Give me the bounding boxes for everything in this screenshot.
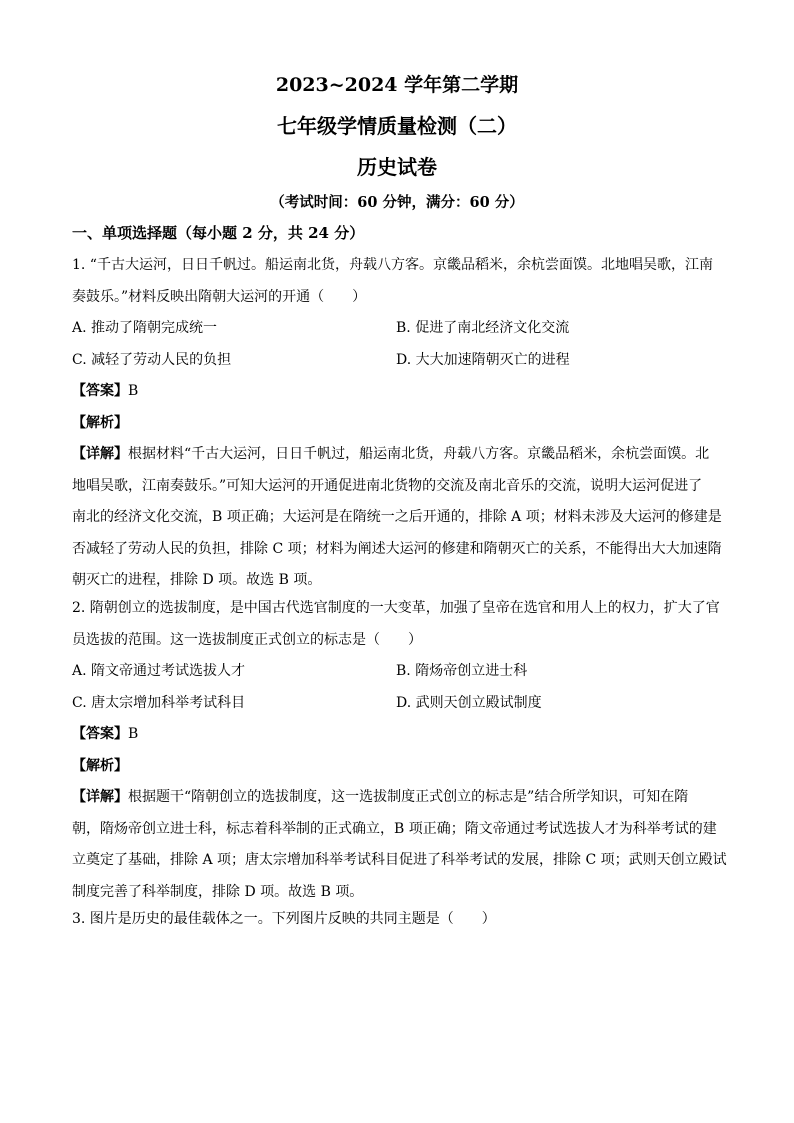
answer-label: 【答案】	[72, 383, 128, 399]
option-a: A. 隋文帝通过考试选拔人才	[72, 663, 246, 679]
detail-text: 根据题干“隋朝创立的选拔制度，这一选拔制度正式创立的标志是”结合所学知识，可知在隋	[128, 789, 689, 805]
question-3	[72, 904, 722, 936]
detail-line	[72, 782, 722, 814]
answer-value: B	[128, 383, 139, 399]
section-heading: 一、单项选择题（每小题 2 分，共 24 分）	[72, 224, 365, 242]
option-a: A. 推动了隋朝完成统一	[72, 320, 218, 336]
question-2	[72, 593, 727, 908]
option-b: B. 促进了南北经济文化交流	[396, 320, 570, 336]
exam-title: 七年级学情质量检测（二）	[277, 114, 517, 138]
analysis-label: 【解析】	[72, 757, 128, 774]
school-year-title: 2023~2024 学年第二学期	[275, 74, 519, 96]
analysis-label: 【解析】	[72, 414, 128, 431]
detail-line: 否减轻了劳动人民的负担，排除 C 项；材料为阐述大运河的修建和隋朝灭亡的关系，不能得出大大加速隋	[72, 540, 722, 557]
option-b: B. 隋炀帝创立进士科	[396, 663, 528, 679]
detail-line: 立奠定了基础，排除 A 项；唐太宗增加科举考试科目促进了科举考试的发展，排除 C 项；武则天创立殿试	[72, 852, 727, 868]
option-d: D. 武则天创立殿试制度	[396, 694, 542, 711]
options-row	[72, 688, 722, 720]
question-stem-line: 3. 图片是历史的最佳载体之一。下列图片反映的共同主题是（ ）	[72, 911, 496, 927]
detail-line: 朝，隋炀帝创立进士科，标志着科举制的正式确立，B 项正确；隋文帝通过考试选拔人才为科举考试的建	[72, 820, 717, 837]
options-row	[72, 656, 722, 688]
detail-text: 根据材料“千古大运河，日日千帆过，船运南北货，舟载八方客。京畿品稻米，余杭尝面馍。北	[128, 446, 710, 462]
options-row	[72, 313, 722, 345]
question-stem-line: 2. 隋朝创立的选拔制度，是中国古代选官制度的一大变革，加强了皇帝在选官和用人上的权力，扩大了官	[72, 600, 720, 616]
subject-title: 历史试卷	[357, 155, 437, 179]
option-d: D. 大大加速隋朝灭亡的进程	[396, 351, 570, 368]
detail-line: 朝灭亡的进程，排除 D 项。故选 B 项。	[72, 572, 322, 588]
detail-line: 制度完善了科举制度，排除 D 项。故选 B 项。	[72, 883, 364, 900]
question-stem-line: 员选拔的范围。这一选拔制度正式创立的标志是（ ）	[72, 631, 422, 648]
detail-line	[72, 439, 722, 471]
detail-label: 【详解】	[72, 789, 128, 805]
detail-line: 南北的经济文化交流，B 项正确；大运河是在隋统一之后开通的，排除 A 项；材料未涉及大运河的修建是	[72, 509, 722, 525]
options-row	[72, 345, 722, 377]
option-c: C. 唐太宗增加科举考试科目	[72, 694, 246, 711]
analysis-line	[72, 751, 722, 783]
question-1	[72, 250, 722, 597]
answer-value: B	[128, 726, 139, 742]
question-stem-line: 奏鼓乐。”材料反映出隋朝大运河的开通（ ）	[72, 288, 367, 305]
answer-line	[72, 376, 722, 408]
detail-line: 地唱吴歌，江南奏鼓乐。”可知大运河的开通促进南北货物的交流及南北音乐的交流，说明大运河促进了	[72, 477, 703, 494]
exam-info: （考试时间：60 分钟，满分：60 分）	[270, 194, 524, 211]
question-stem-line: 1. “千古大运河，日日千帆过。船运南北货，舟载八方客。京畿品稻米，余杭尝面馍。北地唱吴歌，江南	[72, 257, 713, 273]
detail-label: 【详解】	[72, 446, 128, 462]
option-c: C. 减轻了劳动人民的负担	[72, 351, 232, 368]
answer-label: 【答案】	[72, 726, 128, 742]
answer-line	[72, 719, 722, 751]
analysis-line	[72, 408, 722, 440]
